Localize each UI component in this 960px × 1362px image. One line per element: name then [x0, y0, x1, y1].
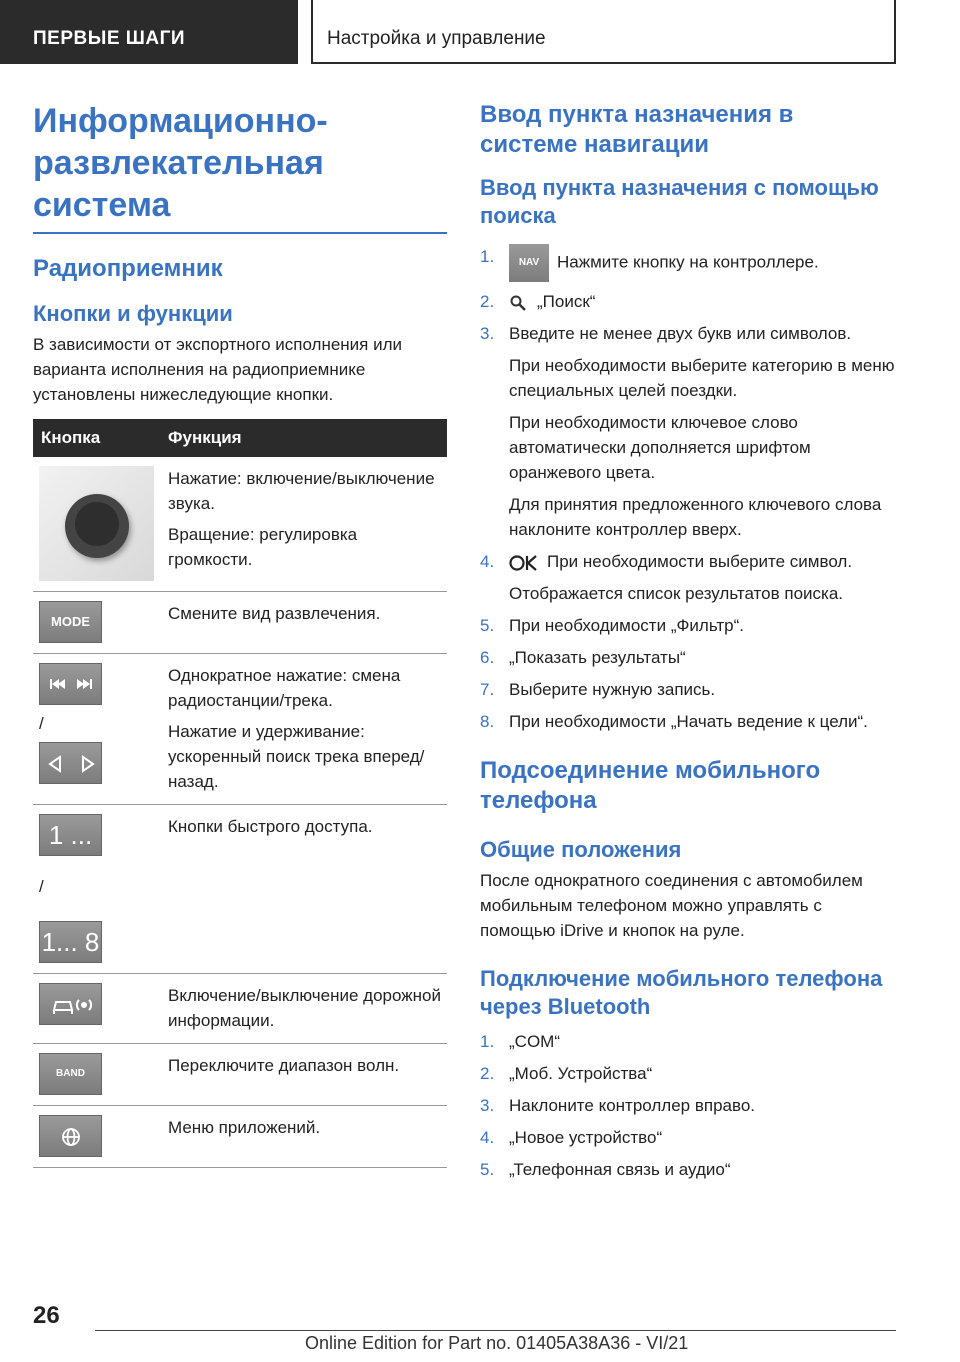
cell-text: Вращение: регулировка громкости.: [168, 525, 358, 569]
cell-text: Включение/выключение дорожной информации.: [168, 986, 441, 1030]
table-row: [33, 654, 447, 805]
cell-text: Кнопки быстрого доступа.: [168, 817, 373, 836]
page-title: Информационно-развлекательная система: [33, 102, 328, 224]
table-row: [33, 1044, 447, 1106]
list-item: 4. „Новое устройство“: [480, 1128, 663, 1147]
cell-text: Однократное нажатие: смена радиостанции/трека.: [168, 666, 401, 710]
list-item: 2. „Моб. Устройства“: [480, 1064, 653, 1083]
cell-text: Меню приложений.: [168, 1118, 321, 1137]
list-item: 8. При необходимости „Начать ведение к цели“.: [480, 712, 868, 731]
list-item: 1. NAV Нажмите кнопку на контроллере.: [480, 244, 896, 282]
left-column: [33, 100, 447, 1168]
favorites-8-button-image: 1... 8: [39, 921, 102, 963]
buttons-table: [33, 419, 447, 1168]
table-row: [33, 457, 447, 592]
favorites-7-button-image: 1 ... 7: [39, 814, 102, 856]
table-row: [33, 974, 447, 1044]
skip-icon: [40, 664, 103, 706]
nav-heading: Ввод пункта назначения в системе навигации: [480, 101, 794, 158]
search-steps: [480, 244, 896, 734]
search-icon: [509, 294, 529, 312]
col-header-button: Кнопка: [33, 419, 160, 457]
table-header-row: [33, 419, 447, 457]
list-item: 7. Выберите нужную запись.: [480, 680, 716, 699]
chapter-tab: [311, 0, 896, 64]
table-row: [33, 805, 447, 974]
band-button-image: BAND: [39, 1053, 102, 1095]
cell-text: Нажатие: включение/выключение звука.: [168, 469, 435, 513]
chapter-title: Настройка и управление: [327, 28, 546, 49]
page-number: 26: [33, 1302, 60, 1329]
cell-text: Нажатие и удерживание: ускоренный поиск трека вперед/назад.: [168, 722, 425, 791]
edition-note: Online Edition for Part no. 01405A38A36 - VI/21: [305, 1333, 689, 1353]
list-item: 3. Наклоните контроллер вправо.: [480, 1096, 756, 1115]
intro-text: В зависимости от экспортного исполнения или варианта исполнения на радиоприемнике установлены нижеследующие кнопки.: [33, 335, 403, 404]
footer-rule: [95, 1330, 896, 1331]
nav-button-icon: NAV: [509, 244, 549, 282]
bluetooth-steps: [480, 1029, 896, 1182]
list-item: 2. „Поиск“: [480, 292, 596, 311]
list-item: 3. Введите не менее двух букв или символов. При необходимости выберите категорию в меню специальных целей поездки. При необходимости ключевое слово автоматически дополняется шрифтом оранжевого цвета. Для принятия предложенного ключевого слова наклоните контроллер вверх.: [480, 324, 895, 539]
or-separator: /: [39, 714, 44, 733]
section-title: ПЕРВЫЕ ШАГИ: [33, 28, 186, 49]
globe-icon: [40, 1116, 103, 1158]
bluetooth-heading: Подключение мобильного телефона через Bluetooth: [480, 966, 883, 1019]
search-heading: Ввод пункта назначения с помощью поиска: [480, 175, 879, 228]
or-separator: /: [39, 877, 44, 896]
table-row: [33, 592, 447, 654]
cell-text: Смените вид развлечения.: [168, 604, 381, 623]
ok-icon: [509, 553, 539, 573]
phone-heading: Подсоединение мобильного телефона: [480, 757, 821, 814]
list-item: 5. „Телефонная связь и аудио“: [480, 1160, 731, 1179]
list-item: 1. „COM“: [480, 1032, 560, 1051]
section-tab: [0, 0, 298, 64]
mode-button-image: MODE: [39, 601, 102, 643]
list-item: 4. При необходимости выберите символ. Отображается список результатов поиска.: [480, 552, 853, 603]
list-item: 5. При необходимости „Фильтр“.: [480, 616, 744, 635]
buttons-heading: Кнопки и функции: [33, 301, 233, 326]
traffic-info-button-image: [39, 983, 102, 1025]
apps-button-image: [39, 1115, 102, 1157]
general-heading: Общие положения: [480, 837, 682, 862]
traffic-info-icon: [40, 984, 103, 1026]
skip-buttons-image: [39, 663, 102, 705]
right-column: [480, 100, 896, 1189]
arrow-left-right-icon: [40, 743, 103, 785]
volume-knob-image: [39, 466, 154, 581]
general-text: После однократного соединения с автомобилем мобильным телефоном можно управлять с помощью iDrive и кнопок на руле.: [480, 871, 863, 940]
cell-text: Переключите диапазон волн.: [168, 1056, 400, 1075]
radio-heading: Радиоприемник: [33, 255, 223, 282]
list-item: 6. „Показать результаты“: [480, 648, 686, 667]
table-row: [33, 1106, 447, 1168]
col-header-function: Функция: [160, 419, 447, 457]
title-rule: [33, 232, 447, 234]
arrow-buttons-image: [39, 742, 102, 784]
